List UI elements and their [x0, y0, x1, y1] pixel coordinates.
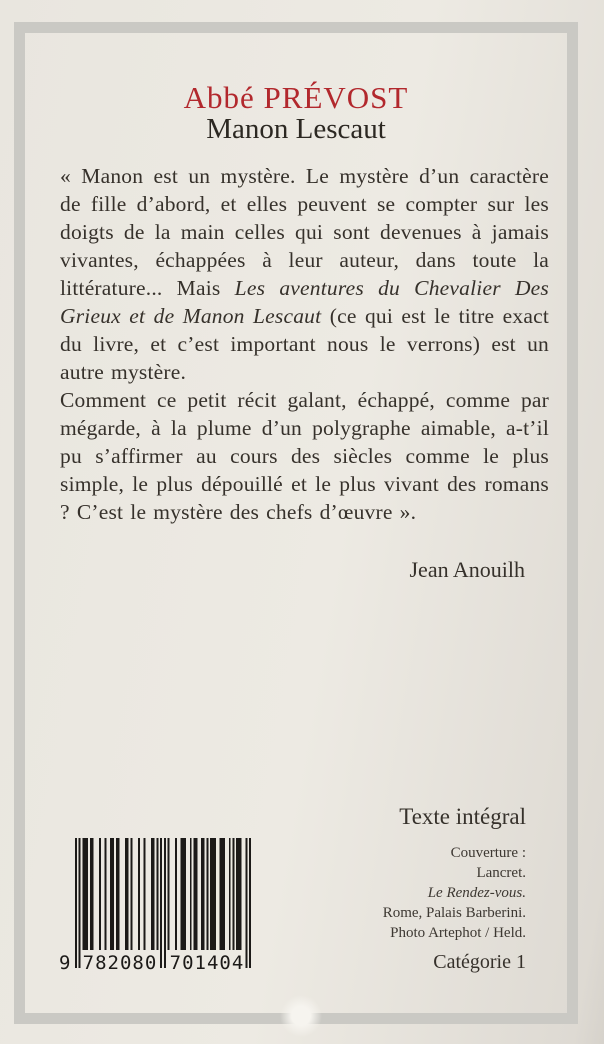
- quote-paragraph: Comment ce petit récit galant, échappé, comme par mégarde, à la plume d’un polygraphe aimable, a-t’il pu s’affirmer au cours des siècles comme le plus simple, le plus dépouillé et le plus vivant des romans ? C’est le mystère des chefs d’œuvre ».: [60, 388, 549, 524]
- edition-label: Texte intégral: [399, 804, 526, 829]
- barcode-digits-right: 701404: [169, 952, 245, 974]
- cover-credits: Couverture : Lancret. Le Rendez-vous. Rome, Palais Barberini. Photo Artephot / Held.: [382, 845, 526, 941]
- quote-block: [60, 162, 549, 526]
- barcode-digits-left: 782080: [82, 952, 158, 974]
- quote-attribution: Jean Anouilh: [409, 557, 525, 582]
- barcode-digit-first: 9: [59, 952, 72, 974]
- author-name: Abbé PRÉVOST: [183, 80, 409, 115]
- book-title: Manon Lescaut: [206, 113, 386, 145]
- paper-smudge: [280, 995, 322, 1037]
- category-label: Catégorie 1: [433, 951, 526, 973]
- cover-content: [25, 33, 567, 1013]
- barcode: [59, 838, 251, 980]
- quote-paragraph: « Manon est un mystère. Le mystère d’un caractère de fille d’abord, et elles peuvent se compter sur les doigts de la main celles qui sont devenues à jamais vivantes, échappées à leur auteur, dans toute la littérature... Mais Les aventures du Chevalier Des Grieux et de Manon Lescaut (ce qui est le titre exact du livre, et c’est important nous le verrons) est un autre mystère.: [60, 164, 549, 384]
